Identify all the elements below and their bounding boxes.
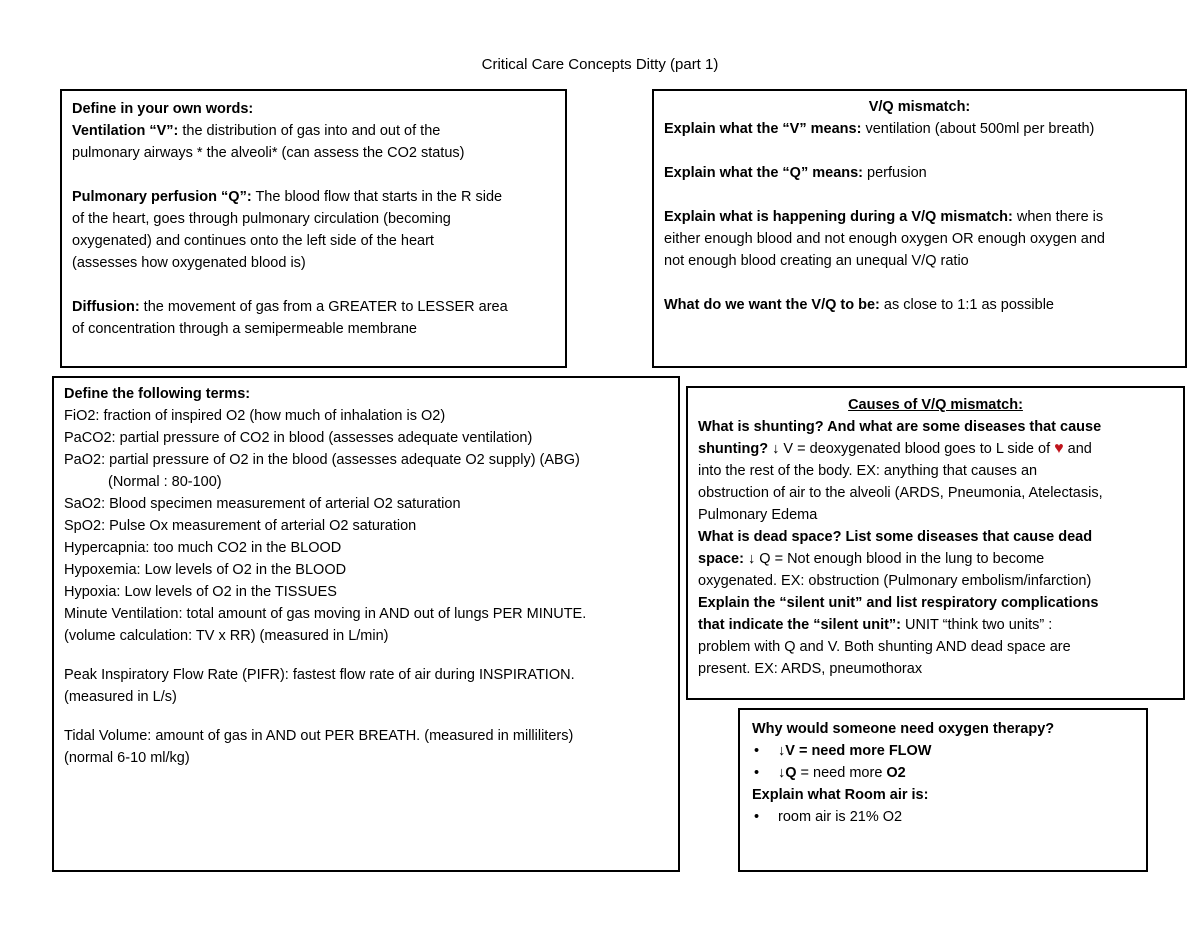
- term-pao2-normal: (Normal : 80-100): [108, 474, 222, 490]
- vq-mismatch-box: [652, 89, 1187, 368]
- term-minute-ventilation: Minute Ventilation: total amount of gas moving in AND out of lungs PER MINUTE.: [64, 606, 587, 622]
- shunting-answer: shunting? ↓ V = deoxygenated blood goes to L side of ♥ and: [698, 440, 1092, 457]
- term-pao2: PaO2: partial pressure of O2 in the blood (assesses adequate O2 supply) (ABG): [64, 452, 580, 468]
- vq-q-meaning: Explain what the “Q” means: perfusion: [664, 165, 927, 181]
- shunting-answer-cont-3: Pulmonary Edema: [698, 507, 818, 523]
- vq-v-meaning: Explain what the “V” means: ventilation (about 500ml per breath): [664, 121, 1095, 137]
- room-air-answer: room air is 21% O2: [778, 809, 903, 825]
- ventilation-definition: Ventilation “V”: the distribution of gas into and out of the: [72, 123, 441, 139]
- oxygen-question: Why would someone need oxygen therapy?: [752, 721, 1055, 737]
- diffusion-definition-cont: of concentration through a semipermeable membrane: [72, 321, 417, 337]
- term-minute-ventilation-cont: (volume calculation: TV x RR) (measured in L/min): [64, 628, 389, 644]
- silent-unit-answer-cont-1: problem with Q and V. Both shunting AND dead space are: [698, 639, 1071, 655]
- terms-heading: Define the following terms:: [64, 386, 251, 402]
- shunting-answer-cont-2: obstruction of air to the alveoli (ARDS, Pneumonia, Atelectasis,: [698, 485, 1103, 501]
- dead-space-answer: space: ↓ Q = Not enough blood in the lung to become: [698, 551, 1045, 567]
- define-words-box: [60, 89, 567, 368]
- define-words-heading: Define in your own words:: [72, 101, 254, 117]
- shunting-answer-cont-1: into the rest of the body. EX: anything that causes an: [698, 463, 1038, 479]
- shunting-question: What is shunting? And what are some diseases that cause: [698, 419, 1102, 435]
- dead-space-question: What is dead space? List some diseases that cause dead: [698, 529, 1093, 545]
- bullet-icon: •: [754, 743, 760, 759]
- term-tidal-volume: Tidal Volume: amount of gas in AND out PER BREATH. (measured in milliliters): [64, 728, 574, 744]
- term-paco2: PaCO2: partial pressure of CO2 in blood (assesses adequate ventilation): [64, 430, 533, 446]
- list-item: • ↓V = need more FLOW: [752, 740, 1134, 762]
- term-hypoxia: Hypoxia: Low levels of O2 in the TISSUES: [64, 584, 337, 600]
- term-hypoxemia: Hypoxemia: Low levels of O2 in the BLOOD: [64, 562, 347, 578]
- term-pifr-cont: (measured in L/s): [64, 689, 177, 705]
- dead-space-answer-cont: oxygenated. EX: obstruction (Pulmonary embolism/infarction): [698, 573, 1092, 589]
- oxygen-therapy-box: [738, 708, 1148, 872]
- perfusion-definition-cont-1: of the heart, goes through pulmonary circulation (becoming: [72, 211, 451, 227]
- causes-heading: Causes of V/Q mismatch:: [848, 397, 1023, 413]
- perfusion-definition: Pulmonary perfusion “Q”: The blood flow that starts in the R side: [72, 189, 503, 205]
- silent-unit-answer-cont-2: present. EX: ARDS, pneumothorax: [698, 661, 923, 677]
- heart-icon: ♥: [1054, 440, 1064, 457]
- vq-mismatch-explanation-cont-2: not enough blood creating an unequal V/Q ratio: [664, 253, 969, 269]
- bullet-icon: •: [754, 809, 760, 825]
- causes-box: [686, 386, 1185, 700]
- term-tidal-volume-cont: (normal 6-10 ml/kg): [64, 750, 190, 766]
- vq-mismatch-explanation: Explain what is happening during a V/Q mismatch: when there is: [664, 209, 1104, 225]
- bullet-icon: •: [754, 765, 760, 781]
- list-item: [752, 806, 1134, 828]
- perfusion-definition-cont-3: (assesses how oxygenated blood is): [72, 255, 306, 271]
- terms-box: [52, 376, 680, 872]
- silent-unit-question: Explain the “silent unit” and list respiratory complications: [698, 595, 1099, 611]
- perfusion-definition-cont-2: oxygenated) and continues onto the left side of the heart: [72, 233, 434, 249]
- diffusion-definition: Diffusion: the movement of gas from a GREATER to LESSER area: [72, 299, 508, 315]
- vq-mismatch-explanation-cont-1: either enough blood and not enough oxygen OR enough oxygen and: [664, 231, 1105, 247]
- term-fio2: FiO2: fraction of inspired O2 (how much of inhalation is O2): [64, 408, 446, 424]
- vq-target: What do we want the V/Q to be: as close to 1:1 as possible: [664, 297, 1054, 313]
- list-item: • ↓Q = need more O2: [752, 762, 1134, 784]
- ventilation-definition-cont: pulmonary airways * the alveoli* (can assess the CO2 status): [72, 145, 465, 161]
- silent-unit-answer: that indicate the “silent unit”: UNIT “think two units” :: [698, 617, 1053, 633]
- term-hypercapnia: Hypercapnia: too much CO2 in the BLOOD: [64, 540, 342, 556]
- term-pifr: Peak Inspiratory Flow Rate (PIFR): fastest flow rate of air during INSPIRATION.: [64, 667, 575, 683]
- term-spo2: SpO2: Pulse Ox measurement of arterial O2 saturation: [64, 518, 417, 534]
- room-air-question: Explain what Room air is:: [752, 787, 929, 803]
- page-title: Critical Care Concepts Ditty (part 1): [481, 56, 719, 73]
- vq-heading: V/Q mismatch:: [868, 99, 971, 115]
- term-sao2: SaO2: Blood specimen measurement of arterial O2 saturation: [64, 496, 461, 512]
